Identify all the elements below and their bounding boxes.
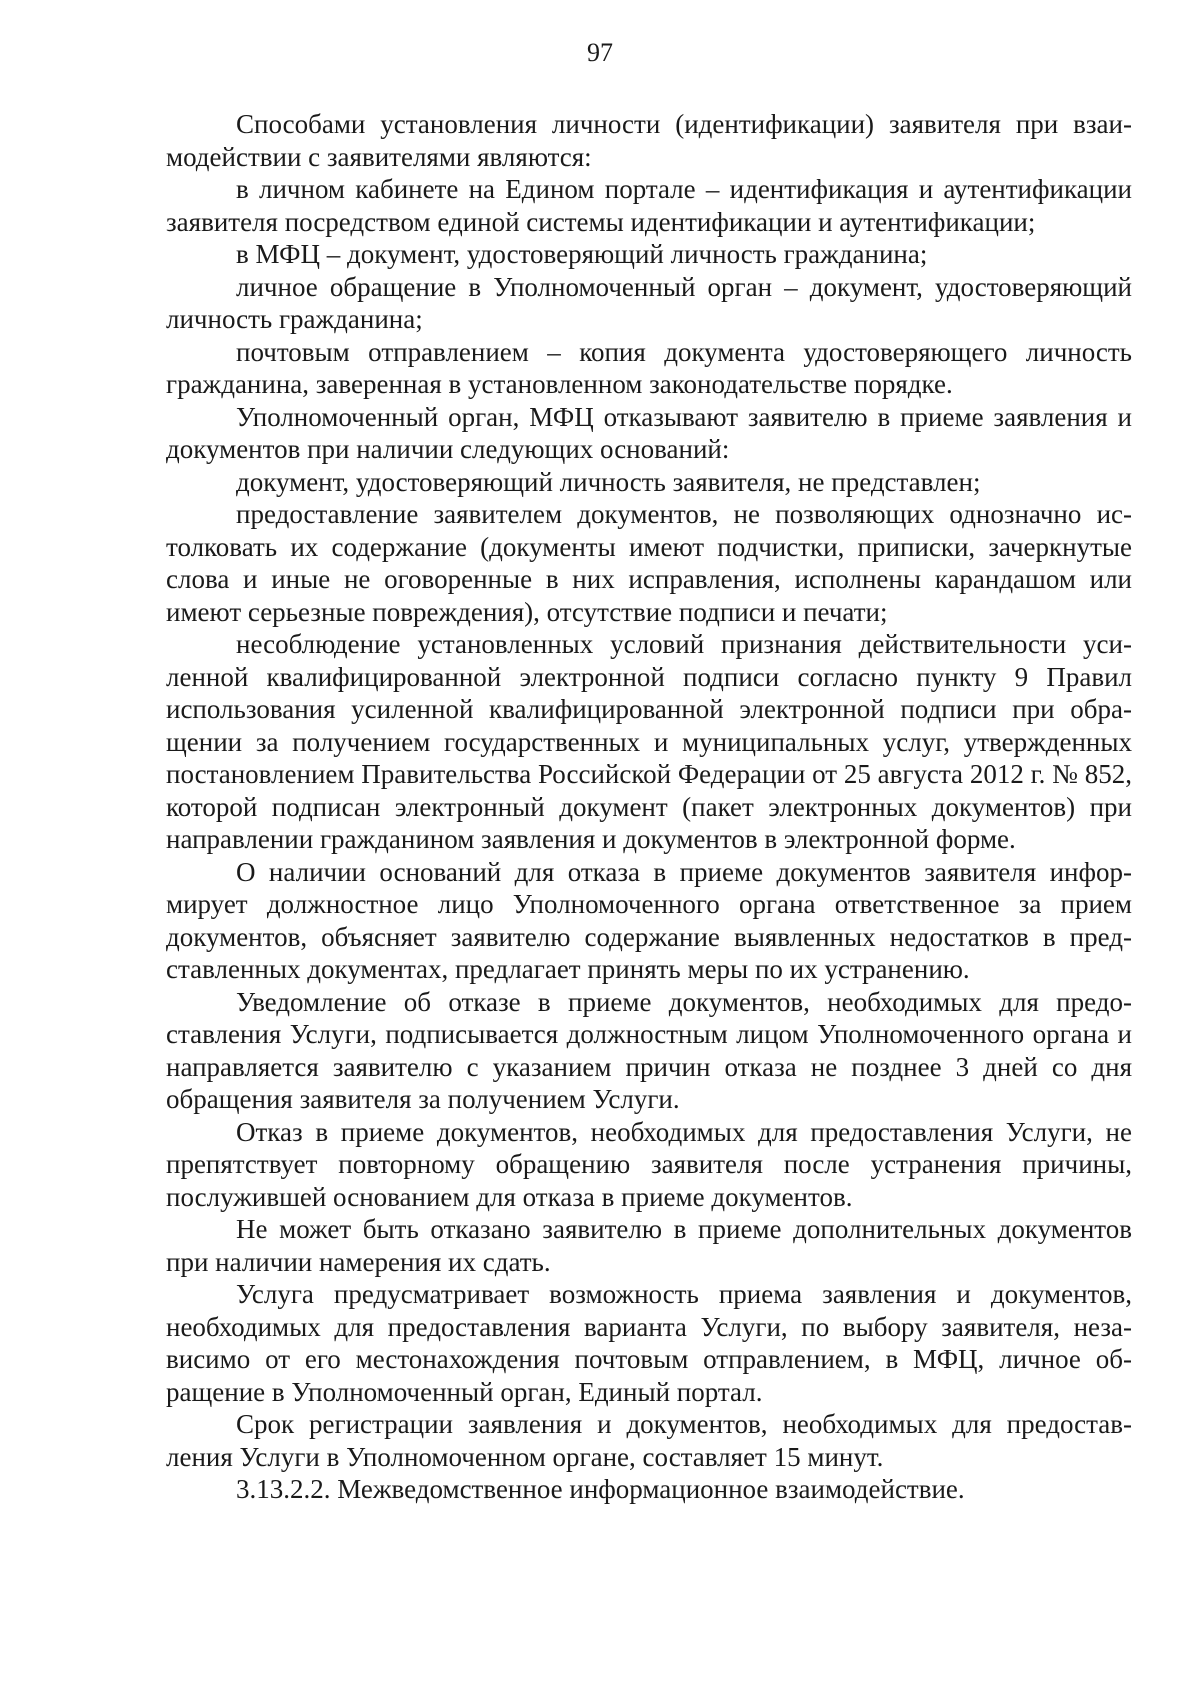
- paragraph: несоблюдение установленных условий признания действительности усиленной квалифицированной электронной подписи согласно пункту 9 Правил использования усиленной квалифицированной электронной подписи при обращении за получением государственных и муниципальных услуг, утвержденных постановлением Правительства Российской Федерации от 25 августа 2012 г. № 852, которой подписан электронный документ (пакет электронных документов) при направлении гражданином заявления и документов в электронной форме.: [166, 629, 1132, 854]
- paragraph: в МФЦ – документ, удостоверяющий личность гражданина;: [236, 239, 928, 269]
- paragraph: Уведомление об отказе в приеме документов, необходимых для предоставления Услуги, подписывается должностным лицом Уполномоченного органа и направляется заявителю с указанием причин отказа не позднее 3 дней со дня обращения заявителя за получением Услуги.: [166, 986, 1132, 1114]
- paragraph: в личном кабинете на Едином портале – идентификация и аутентификации заявителя посредством единой системы идентификации и аутентификации;: [166, 174, 1132, 237]
- paragraph: 3.13.2.2. Межведомственное информационное взаимодействие.: [236, 1474, 965, 1504]
- paragraph: Срок регистрации заявления и документов, необходимых для предоставления Услуги в Уполномоченном органе, составляет 15 минут.: [166, 1409, 1132, 1472]
- paragraph: Не может быть отказано заявителю в приеме дополнительных документов при наличии намерения их сдать.: [166, 1214, 1132, 1277]
- paragraph: Уполномоченный орган, МФЦ отказывают заявителю в приеме заявления и документов при наличии следующих оснований:: [166, 401, 1132, 464]
- paragraph: Услуга предусматривает возможность приема заявления и документов, необходимых для предоставления варианта Услуги, по выбору заявителя, независимо от его местонахождения почтовым отправлением, в МФЦ, личное обращение в Уполномоченный орган, Единый портал.: [166, 1279, 1132, 1407]
- page-number: 97: [587, 38, 613, 67]
- paragraph: О наличии оснований для отказа в приеме документов заявителя информирует должностное лицо Уполномоченного органа ответственное за прием документов, объясняет заявителю содержание выявленных недостатков в представленных документах, предлагает принять меры по их устранению.: [166, 856, 1132, 984]
- paragraph: личное обращение в Уполномоченный орган – документ, удостоверяющий личность гражданина;: [166, 271, 1132, 334]
- paragraph: предоставление заявителем документов, не позволяющих однозначно истолковать их содержание (документы имеют подчистки, приписки, зачеркнутые слова и иные не оговоренные в них исправления, исполнены карандашом или имеют серьезные повреждения), отсутствие подписи и печати;: [166, 499, 1132, 627]
- paragraph: Отказ в приеме документов, необходимых для предоставления Услуги, не препятствует повторному обращению заявителя после устранения причины, послужившей основанием для отказа в приеме документов.: [166, 1116, 1132, 1212]
- paragraph: Способами установления личности (идентификации) заявителя при взаимодействии с заявителями являются:: [166, 109, 1132, 172]
- paragraph: документ, удостоверяющий личность заявителя, не представлен;: [236, 466, 981, 497]
- document-body: [166, 108, 1132, 1506]
- paragraph: почтовым отправлением – копия документа удостоверяющего личность гражданина, заверенная в установленном законодательстве порядке.: [166, 336, 1132, 399]
